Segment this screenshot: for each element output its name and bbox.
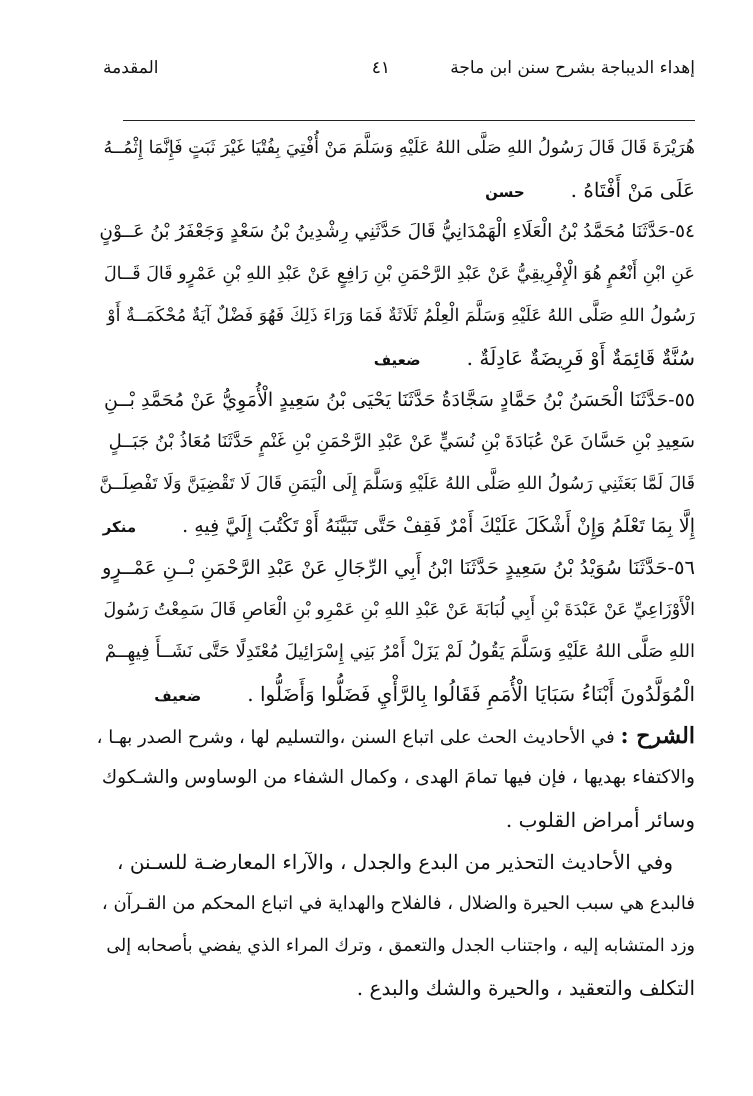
hadith-line: رَسُولُ اللهِ صَلَّى اللهُ عَلَيْهِ وَسَلَّمَ الْعِلْمُ ثَلَاثَةٌ فَمَا وَرَاءَ ذَلِكَ فَهُوَ فَضْلٌ آيَةٌ مُحْكَمَــةٌ أَوْ	[107, 306, 695, 326]
hadith-line: إِلَّا بِمَا تَعْلَمُ وَإِنْ أَشْكَلَ عَلَيْكَ أَمْرٌ فَقِفْ حَتَّى تَبَيَّنَهُ أَوْ تَكْتُبَ إِلَيَّ فِيهِ .منكر	[102, 515, 695, 537]
hadith-line: سُنَّةٌ قَائِمَةٌ أَوْ فَرِيضَةٌ عَادِلَةٌ .ضعيف	[373, 346, 695, 370]
grade-label: ضعيف	[373, 351, 421, 369]
main-text	[95, 127, 695, 1009]
hadith-line: عَنِ ابْنِ أَنْعُمٍ هُوَ الْإِفْرِيقِيُّ عَنْ عَبْدِ الرَّحْمَنِ بْنِ رَافِعٍ عَنْ عَبْدِ اللهِ بْنِ عَمْرٍو قَالَ قَــالَ	[103, 264, 695, 284]
paragraph-line: فالبدع هي سبب الحيرة والضلال ، فالفلاح والهداية في اتباع المحكم من القـرآن ،	[101, 893, 695, 914]
page-number: ٤١	[371, 58, 390, 78]
book-page	[95, 0, 695, 1096]
book-title: إهداء الديباجة بشرح سنن ابن ماجة	[450, 58, 695, 78]
hadith-line: عَلَى مَنْ أَفْتَاهُ .حسن	[485, 178, 695, 202]
sharh-label: الشرح :	[620, 723, 695, 749]
grade-label: حسن	[485, 183, 525, 201]
sharh-line: والاكتفاء بهديها ، فإن فيها تمامَ الهدى ، وكمال الشفاء من الوساوس والشـكوك	[101, 767, 695, 788]
section-title: المقدمة	[103, 58, 159, 78]
page-header	[95, 58, 695, 92]
paragraph-line: وفي الأحاديث التحذير من البدع والجدل ، والآراء المعارضـة للسـنن ،	[117, 850, 673, 874]
hadith-line: سَعِيدِ بْنِ حَسَّانَ عَنْ عُبَادَةَ بْنِ نُسَيٍّ عَنْ عَبْدِ الرَّحْمَنِ بْنِ غَنْمٍ حَدَّثَنَا مُعَاذُ بْنُ جَبَــلٍ	[108, 431, 695, 452]
grade-label: منكر	[102, 518, 137, 536]
header-divider	[123, 120, 695, 121]
hadith-line: الْأَوْزَاعِيِّ عَنْ عَبْدَةَ بْنِ أَبِي لُبَابَةَ عَنْ عَبْدِ اللهِ بْنِ عَمْرِو بْنِ الْعَاصِ قَالَ سَمِعْتُ رَسُولَ	[103, 600, 695, 620]
paragraph-line: وزد المتشابه إليه ، واجتناب الجدل والتعمق ، وترك المراء الذي يفضي بأصحابه إلى	[106, 936, 695, 956]
hadith-line: قَالَ لَمَّا بَعَثَنِي رَسُولُ اللهِ صَلَّى اللهُ عَلَيْهِ وَسَلَّمَ إِلَى الْيَمَنِ قَالَ لَا تَقْضِيَنَّ وَلَا تَفْصِلَــنَّ	[99, 474, 695, 494]
hadith-line: ٥٥-حَدَّثَنَا الْحَسَنُ بْنُ حَمَّادٍ سَجَّادَةُ حَدَّثَنَا يَحْيَى بْنُ سَعِيدٍ الْأُمَوِيُّ عَنْ مُحَمَّدِ بْــنِ	[104, 389, 695, 411]
sharh-line: الشرح : في الأحاديث الحث على اتباع السنن ،والتسليم لها ، وشرح الصدر بهـا ،	[96, 723, 695, 749]
paragraph-line: التكلف والتعقيد ، والحيرة والشك والبدع .	[356, 976, 695, 1000]
hadith-line: ٥٦-حَدَّثَنَا سُوَيْدُ بْنُ سَعِيدٍ حَدَّثَنَا ابْنُ أَبِي الرِّجَالِ عَنْ عَبْدِ الرَّحْمَنِ بْــنِ عَمْــرٍو	[101, 556, 695, 579]
sharh-line: وسائر أمراض القلوب .	[505, 808, 695, 832]
hadith-line: ٥٤-حَدَّثَنَا مُحَمَّدُ بْنُ الْعَلَاءِ الْهَمْدَانِيُّ قَالَ حَدَّثَنِي رِشْدِينُ بْنُ سَعْدٍ وَجَعْفَرُ بْنُ عَــوْنٍ	[99, 221, 695, 242]
grade-label: ضعيف	[154, 687, 202, 705]
hadith-line: هُرَيْرَةَ قَالَ قَالَ رَسُولُ اللهِ صَلَّى اللهُ عَلَيْهِ وَسَلَّمَ مَنْ أُفْتِيَ بِفُتْيَا غَيْرَ ثَبَتٍ فَإِنَّمَا إِثْمُــهُ	[103, 138, 695, 158]
hadith-line: اللهِ صَلَّى اللهُ عَلَيْهِ وَسَلَّمَ يَقُولُ لَمْ يَزَلْ أَمْرُ بَنِي إِسْرَائِيلَ مُعْتَدِلًا حَتَّى نَشَــأَ فِيهِــمْ	[104, 641, 695, 662]
hadith-line: الْمُوَلَّدُونَ أَبْنَاءُ سَبَايَا الْأُمَمِ فَقَالُوا بِالرَّأْيِ فَضَلُّوا وَأَضَلُّوا .ضعيف	[154, 682, 695, 706]
